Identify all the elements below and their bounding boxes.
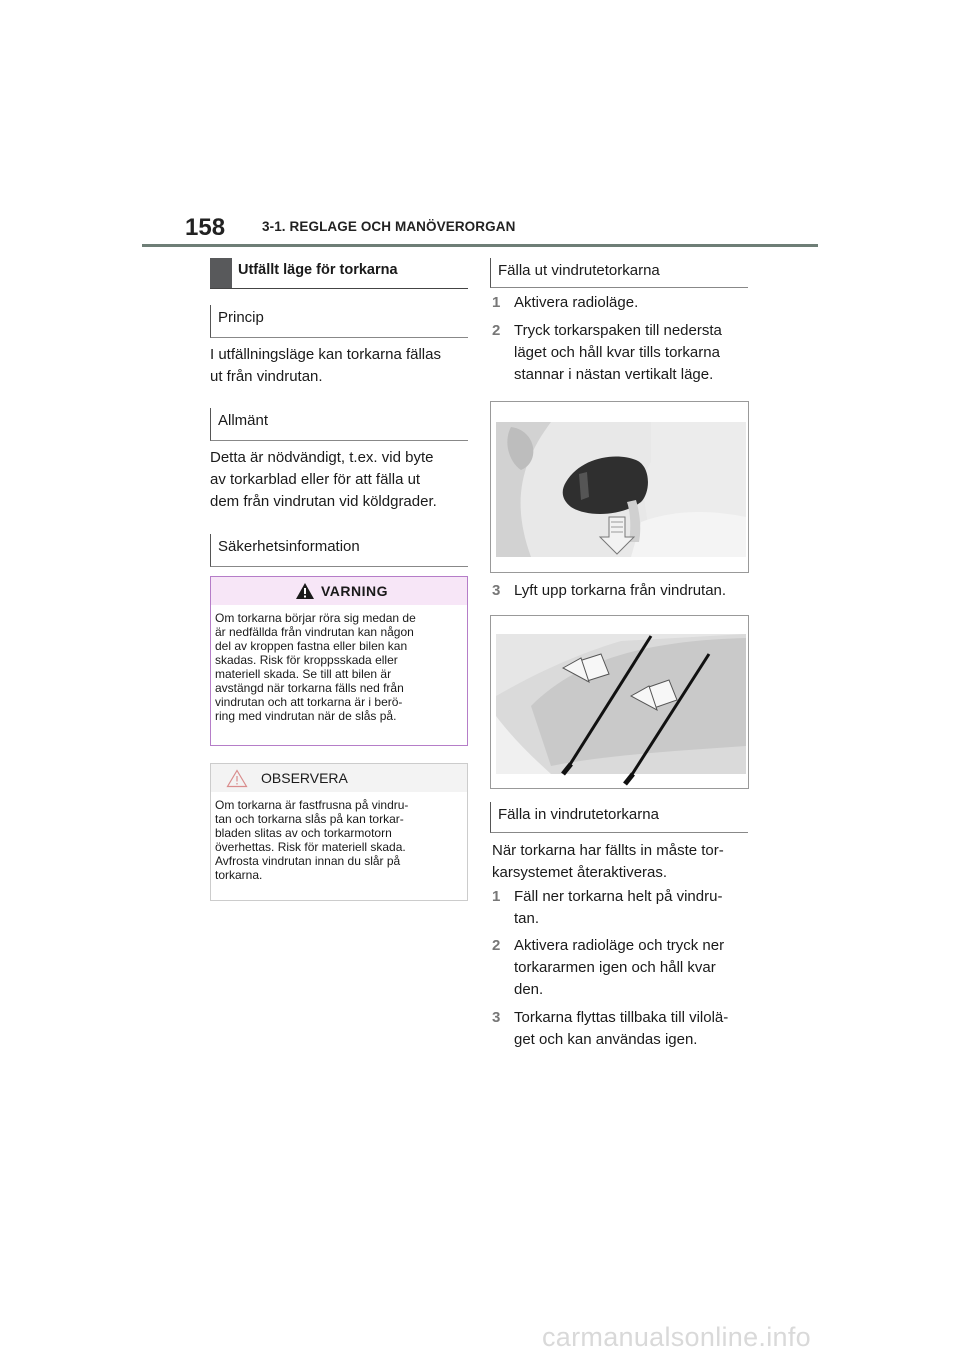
step-number: 3 xyxy=(492,1009,501,1026)
principle-line: I utfällningsläge kan torkarna fällas xyxy=(210,346,441,363)
fold-out-step-3 xyxy=(492,580,752,602)
step-number: 1 xyxy=(492,888,501,905)
principle-text xyxy=(210,344,468,388)
step-line: Lyft upp torkarna från vindrutan. xyxy=(514,582,727,599)
caution-triangle-icon xyxy=(226,769,248,788)
fold-out-heading: Fälla ut vindrutetorkarna xyxy=(490,258,748,288)
figure-wipers-raised xyxy=(490,615,749,789)
warning-header xyxy=(211,577,467,605)
wiper-lever-illustration xyxy=(491,402,748,572)
step-line: Fäll ner torkarna helt på vindru- xyxy=(514,888,723,905)
fold-in-step-2 xyxy=(492,935,752,1001)
principle-line: ut från vindrutan. xyxy=(210,368,323,385)
safety-heading: Säkerhetsinformation xyxy=(210,534,468,567)
step-line: Aktivera radioläge och tryck ner xyxy=(514,937,725,954)
note-header xyxy=(211,764,467,792)
warning-line: materiell skada. Se till att bilen är xyxy=(215,667,392,681)
intro-line: karsystemet återaktiveras. xyxy=(492,864,668,881)
figure-wiper-lever xyxy=(490,401,749,573)
fold-in-intro xyxy=(492,840,754,884)
general-line: Detta är nödvändigt, t.ex. vid byte xyxy=(210,449,434,466)
chapter-title: 3-1. REGLAGE OCH MANÖVERORGAN xyxy=(262,219,516,234)
general-line: av torkarblad eller för att fälla ut xyxy=(210,471,421,488)
fold-in-step-1 xyxy=(492,886,752,930)
note-text xyxy=(215,798,465,882)
warning-line: Om torkarna börjar röra sig medan de xyxy=(215,611,416,625)
step-number: 2 xyxy=(492,322,501,339)
wipers-raised-illustration xyxy=(491,616,748,788)
watermark: carmanualsonline.info xyxy=(542,1322,811,1352)
step-line: den. xyxy=(514,981,544,998)
warning-text xyxy=(215,611,465,723)
step-line: tan. xyxy=(514,910,540,927)
section-heading-text: Utfällt läge för torkarna xyxy=(238,262,398,278)
section-heading xyxy=(210,258,468,289)
note-line: bladen slitas av och torkarmotorn xyxy=(215,826,392,840)
step-number: 2 xyxy=(492,937,501,954)
fold-out-step-2 xyxy=(492,320,752,386)
step-line: Aktivera radioläge. xyxy=(514,294,639,311)
page-number: 158 xyxy=(185,214,226,241)
step-number: 1 xyxy=(492,294,501,311)
note-line: tan och torkarna slås på kan torkar- xyxy=(215,812,404,826)
fold-out-step-1 xyxy=(492,292,752,314)
warning-line: vindrutan och att torkarna är i berö- xyxy=(215,695,403,709)
step-line: Tryck torkarspaken till nedersta xyxy=(514,322,722,339)
warning-line: avstängd när torkarna fälls ned från xyxy=(215,681,404,695)
warning-line: del av kroppen fastna eller bilen kan xyxy=(215,639,408,653)
note-line: torkarna. xyxy=(215,868,263,882)
warning-line: är nedfällda från vindrutan kan någon xyxy=(215,625,414,639)
warning-line: skadas. Risk för kroppsskada eller xyxy=(215,653,398,667)
general-heading: Allmänt xyxy=(210,408,468,441)
section-heading-bar xyxy=(210,258,232,288)
fold-in-step-3 xyxy=(492,1007,752,1051)
step-line: get och kan användas igen. xyxy=(514,1031,698,1048)
step-line: Torkarna flyttas tillbaka till vilolä- xyxy=(514,1009,729,1026)
note-title: OBSERVERA xyxy=(261,770,348,786)
step-line: stannar i nästan vertikalt läge. xyxy=(514,366,714,383)
step-number: 3 xyxy=(492,582,501,599)
fold-in-heading: Fälla in vindrutetorkarna xyxy=(490,802,748,833)
note-box xyxy=(210,763,468,901)
principle-heading: Princip xyxy=(210,305,468,338)
intro-line: När torkarna har fällts in måste tor- xyxy=(492,842,724,859)
general-line: dem från vindrutan vid köldgrader. xyxy=(210,493,437,510)
warning-title: VARNING xyxy=(321,583,389,599)
header-divider xyxy=(142,244,818,247)
note-line: Avfrosta vindrutan innan du slår på xyxy=(215,854,401,868)
step-line: torkararmen igen och håll kvar xyxy=(514,959,716,976)
note-line: Om torkarna är fastfrusna på vindru- xyxy=(215,798,409,812)
warning-line: ring med vindrutan när de slås på. xyxy=(215,709,397,723)
general-text xyxy=(210,447,468,513)
step-line: läget och håll kvar tills torkarna xyxy=(514,344,720,361)
warning-triangle-icon xyxy=(295,582,315,600)
note-line: överhettas. Risk för materiell skada. xyxy=(215,840,406,854)
warning-box xyxy=(210,576,468,746)
